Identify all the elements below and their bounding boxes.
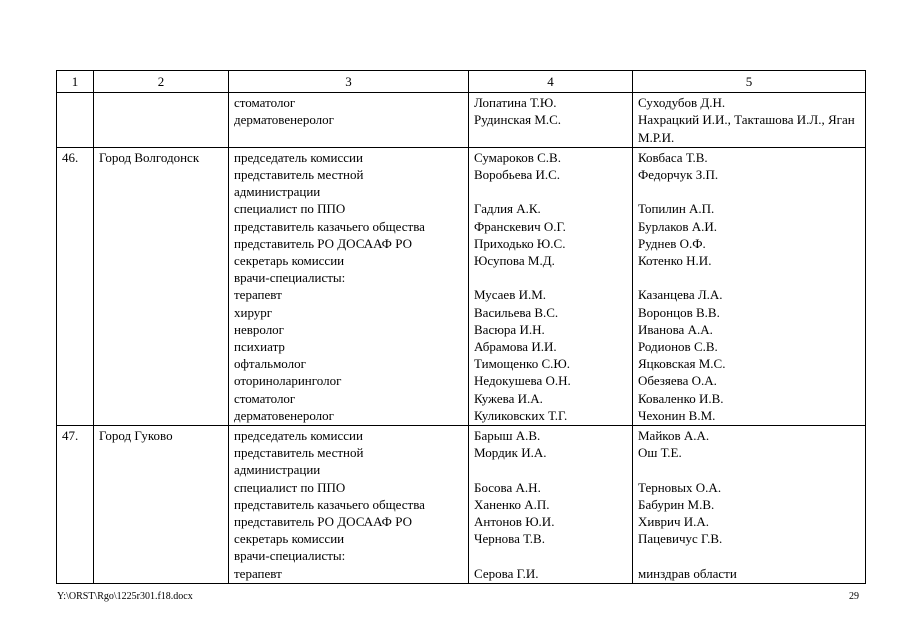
reserve-cell [633, 93, 866, 148]
member-line: Кужева И.А. [474, 390, 543, 406]
member-cell [469, 93, 633, 148]
member-cell [469, 147, 633, 425]
role-line: невролог [234, 321, 285, 337]
municipality-cell: Город Гуково [94, 426, 229, 584]
reserve-line: Воронцов В.В. [638, 304, 720, 320]
reserve-line: Бабурин М.В. [638, 496, 715, 512]
role-line: представитель казачьего общества [234, 218, 425, 234]
reserve-line: Бурлаков А.И. [638, 218, 718, 234]
role-cell [229, 426, 469, 584]
column-header-3: 3 [229, 71, 469, 93]
member-line: Франскевич О.Г. [474, 218, 566, 234]
reserve-line: Пацевичус Г.В. [638, 531, 723, 547]
reserve-line: Майков А.А. [638, 428, 710, 444]
role-line: стоматолог [234, 95, 296, 111]
reserve-line: Коваленко И.В. [638, 390, 724, 406]
reserve-line [638, 183, 860, 200]
member-line: Недокушева О.Н. [474, 373, 571, 389]
reserve-line: Руднев О.Ф. [638, 235, 706, 251]
member-line: Юсупова М.Д. [474, 253, 555, 269]
role-line: психиатр [234, 339, 285, 355]
row-number-cell: 47. [57, 426, 94, 584]
member-cell [469, 426, 633, 584]
table-row [57, 93, 866, 148]
reserve-line: Иванова А.А. [638, 321, 713, 337]
member-line: Рудинская М.С. [474, 112, 562, 128]
role-line: дерматовенеролог [234, 112, 334, 128]
role-line: председатель комиссии [234, 149, 363, 165]
column-header-4: 4 [469, 71, 633, 93]
member-line [474, 183, 627, 200]
reserve-line: Яцковская М.С. [638, 356, 726, 372]
table-row [57, 426, 866, 584]
member-line: Барыш А.В. [474, 428, 541, 444]
reserve-cell [633, 147, 866, 425]
municipality-cell [94, 93, 229, 148]
commission-table [56, 70, 866, 584]
reserve-line [638, 461, 860, 478]
reserve-line: Терновых О.А. [638, 479, 722, 495]
role-line: представитель местной [234, 167, 364, 183]
member-line: Серова Г.И. [474, 565, 539, 581]
role-line: представитель казачьего общества [234, 496, 425, 512]
role-line: врачи-специалисты: [234, 548, 346, 564]
reserve-line [638, 547, 860, 564]
role-line: секретарь комиссии [234, 253, 345, 269]
member-line: Мусаев И.М. [474, 287, 547, 303]
member-line: Босова А.Н. [474, 479, 541, 495]
member-line: Тимощенко С.Ю. [474, 356, 570, 372]
reserve-line: Топилин А.П. [638, 201, 715, 217]
municipality-cell: Город Волгодонск [94, 147, 229, 425]
reserve-line [638, 269, 860, 286]
column-header-5: 5 [633, 71, 866, 93]
footer-file-path: Y:\ORST\Rgo\1225r301.f18.docx [57, 591, 193, 602]
reserve-line: Чехонин В.М. [638, 407, 716, 423]
reserve-line: Ош Т.Е. [638, 445, 682, 461]
column-header-1: 1 [57, 71, 94, 93]
role-line: оториноларинголог [234, 373, 342, 389]
reserve-line: Казанцева Л.А. [638, 287, 723, 303]
role-cell [229, 93, 469, 148]
row-number-cell [57, 93, 94, 148]
reserve-line: Обезяева О.А. [638, 373, 717, 389]
member-line: Гадлия А.К. [474, 201, 541, 217]
member-line: Васильева В.С. [474, 304, 559, 320]
table-row [57, 147, 866, 425]
role-line: терапевт [234, 565, 282, 581]
member-line [474, 269, 627, 286]
role-line: представитель местной [234, 445, 364, 461]
header-row [57, 71, 866, 93]
member-line: Антонов Ю.И. [474, 514, 555, 530]
role-cell [229, 147, 469, 425]
role-line: дерматовенеролог [234, 407, 334, 423]
member-line: Лопатина Т.Ю. [474, 95, 557, 111]
reserve-line: Суходубов Д.Н. [638, 95, 726, 111]
role-line: терапевт [234, 287, 282, 303]
role-line: председатель комиссии [234, 428, 363, 444]
role-line: офтальмолог [234, 356, 306, 372]
member-line: Абрамова И.И. [474, 339, 557, 355]
role-line: стоматолог [234, 390, 296, 406]
member-line: Мордик И.А. [474, 445, 547, 461]
member-line: Приходько Ю.С. [474, 235, 566, 251]
reserve-line: минздрав области [638, 565, 737, 581]
role-line: секретарь комиссии [234, 531, 345, 547]
role-line: представитель РО ДОСААФ РО [234, 514, 412, 530]
member-line [474, 547, 627, 564]
member-line: Куликовских Т.Г. [474, 407, 568, 423]
role-line: врачи-специалисты: [234, 270, 346, 286]
role-line: хирург [234, 304, 273, 320]
reserve-line: Нахрацкий И.И., Такташова И.Л., Яган М.Р.И. [638, 112, 855, 145]
member-line: Васюра И.Н. [474, 321, 545, 337]
role-line: администрации [234, 462, 321, 478]
role-line: представитель РО ДОСААФ РО [234, 235, 412, 251]
role-line: специалист по ППО [234, 479, 346, 495]
reserve-line: Родионов С.В. [638, 339, 718, 355]
reserve-line: Ковбаса Т.В. [638, 149, 708, 165]
role-line: специалист по ППО [234, 201, 346, 217]
member-line: Сумароков С.В. [474, 149, 561, 165]
reserve-cell [633, 426, 866, 584]
member-line [474, 461, 627, 478]
reserve-line: Хиврич И.А. [638, 514, 710, 530]
footer-page-number: 29 [849, 591, 859, 602]
reserve-line: Федорчук З.П. [638, 167, 719, 183]
reserve-line: Котенко Н.И. [638, 253, 712, 269]
column-header-2: 2 [94, 71, 229, 93]
member-line: Чернова Т.В. [474, 531, 545, 547]
row-number-cell: 46. [57, 147, 94, 425]
member-line: Ханенко А.П. [474, 496, 550, 512]
role-line: администрации [234, 184, 321, 200]
member-line: Воробьева И.С. [474, 167, 561, 183]
